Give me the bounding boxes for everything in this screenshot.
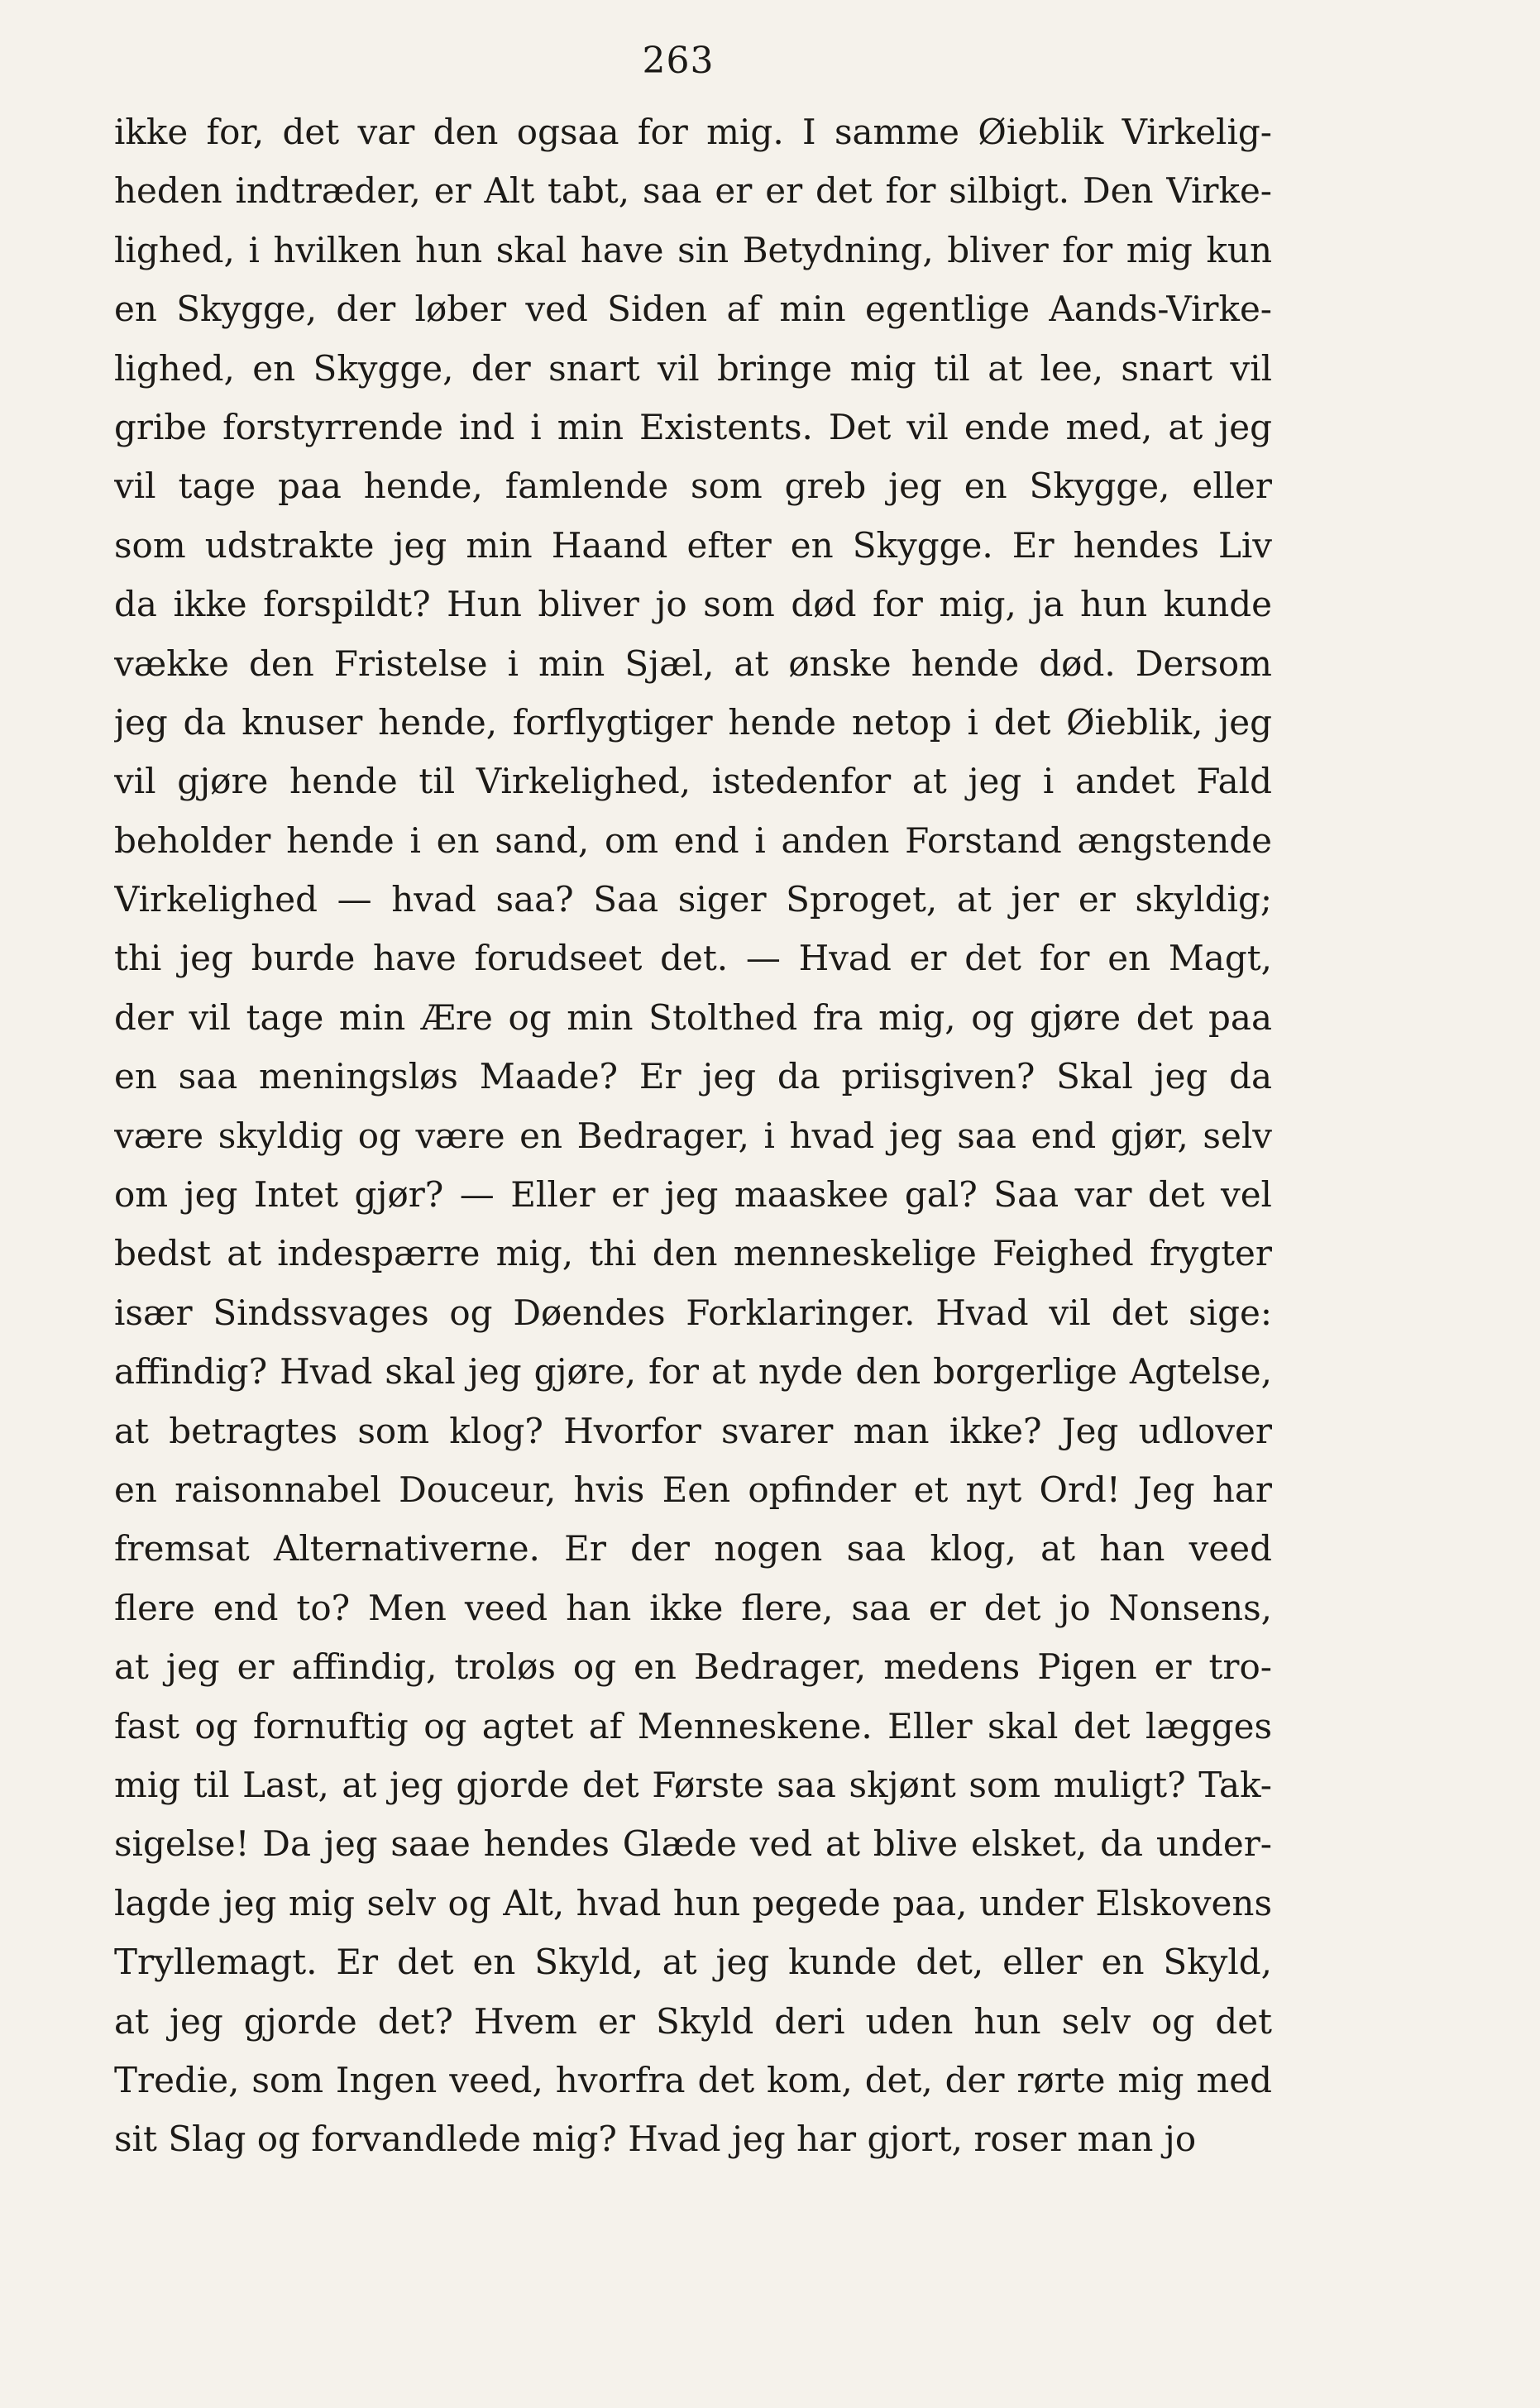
- text-line: lagde jeg mig selv og Alt, hvad hun pegede paa, under Elskovens: [114, 1882, 1272, 1923]
- text-line: Tredie, som Ingen veed, hvorfra det kom, det, der rørte mig med: [114, 2059, 1272, 2100]
- text-line: ikke for, det var den ogsaa for mig. I samme Øieblik Virkelig-: [114, 112, 1272, 152]
- text-line: især Sindssvages og Døendes Forklaringer. Hvad vil det sige:: [114, 1292, 1272, 1333]
- page-number: 263: [642, 40, 715, 82]
- text-line: da ikke forspildt? Hun bliver jo som død for mig, ja hun kunde: [114, 584, 1272, 625]
- text-line: vil tage paa hende, famlende som greb jeg en Skygge, eller: [114, 466, 1272, 507]
- text-line: lighed, i hvilken hun skal have sin Betydning, bliver for mig kun: [114, 229, 1272, 270]
- text-line: thi jeg burde have forudseet det. — Hvad er det for en Magt,: [114, 938, 1272, 979]
- text-line: sigelse! Da jeg saae hendes Glæde ved at blive elsket, da under-: [114, 1823, 1272, 1865]
- text-line: sit Slag og forvandlede mig? Hvad jeg har gjort, roser man jo: [114, 2119, 1197, 2160]
- text-line: som udstrakte jeg min Haand efter en Skygge. Er hendes Liv: [114, 524, 1272, 566]
- text-line: affindig? Hvad skal jeg gjøre, for at nyde den borgerlige Agtelse,: [114, 1351, 1272, 1393]
- text-line: om jeg Intet gjør? — Eller er jeg maaskee gal? Saa var det vel: [114, 1174, 1272, 1216]
- text-line: vil gjøre hende til Virkelighed, istedenfor at jeg i andet Fald: [114, 761, 1272, 802]
- text-line: vække den Fristelse i min Sjæl, at ønske hende død. Dersom: [114, 643, 1272, 684]
- text-line: gribe forstyrrende ind i min Existents. Det vil ende med, at jeg: [114, 406, 1272, 447]
- text-line: beholder hende i en sand, om end i anden Forstand ængstende: [114, 819, 1272, 861]
- text-line: være skyldig og være en Bedrager, i hvad jeg saa end gjør, selv: [114, 1115, 1272, 1156]
- text-line: en raisonnabel Douceur, hvis Een opfinder et nyt Ord! Jeg har: [114, 1469, 1272, 1510]
- text-line: Tryllemagt. Er det en Skyld, at jeg kunde det, eller en Skyld,: [114, 1942, 1272, 1983]
- text-line: heden indtræder, er Alt tabt, saa er er det for silbigt. Den Virke-: [114, 170, 1272, 212]
- text-line: flere end to? Men veed han ikke flere, saa er det jo Nonsens,: [114, 1587, 1272, 1628]
- text-line: Virkelighed — hvad saa? Saa siger Sproget, at jer er skyldig;: [114, 879, 1272, 920]
- text-line: at jeg er affindig, troløs og en Bedrager, medens Pigen er tro-: [114, 1646, 1272, 1688]
- body-text: [114, 103, 1272, 2169]
- text-line: lighed, en Skygge, der snart vil bringe mig til at lee, snart vil: [114, 347, 1272, 389]
- text-line: at betragtes som klog? Hvorfor svarer man ikke? Jeg udlover: [114, 1410, 1272, 1451]
- text-line: at jeg gjorde det? Hvem er Skyld deri uden hun selv og det: [114, 2000, 1272, 2042]
- text-line: en Skygge, der løber ved Siden af min egentlige Aands-Virke-: [114, 289, 1272, 330]
- text-line: en saa meningsløs Maade? Er jeg da priisgiven? Skal jeg da: [114, 1056, 1272, 1097]
- text-line: bedst at indespærre mig, thi den menneskelige Feighed frygter: [114, 1233, 1272, 1274]
- text-line: fast og fornuftig og agtet af Menneskene. Eller skal det lægges: [114, 1705, 1272, 1746]
- text-line: mig til Last, at jeg gjorde det Første saa skjønt som muligt? Tak-: [114, 1764, 1272, 1805]
- text-line: jeg da knuser hende, forflygtiger hende netop i det Øieblik, jeg: [114, 701, 1272, 743]
- text-line: fremsat Alternativerne. Er der nogen saa klog, at han veed: [114, 1528, 1272, 1570]
- text-line: der vil tage min Ære og min Stolthed fra mig, og gjøre det paa: [114, 996, 1272, 1038]
